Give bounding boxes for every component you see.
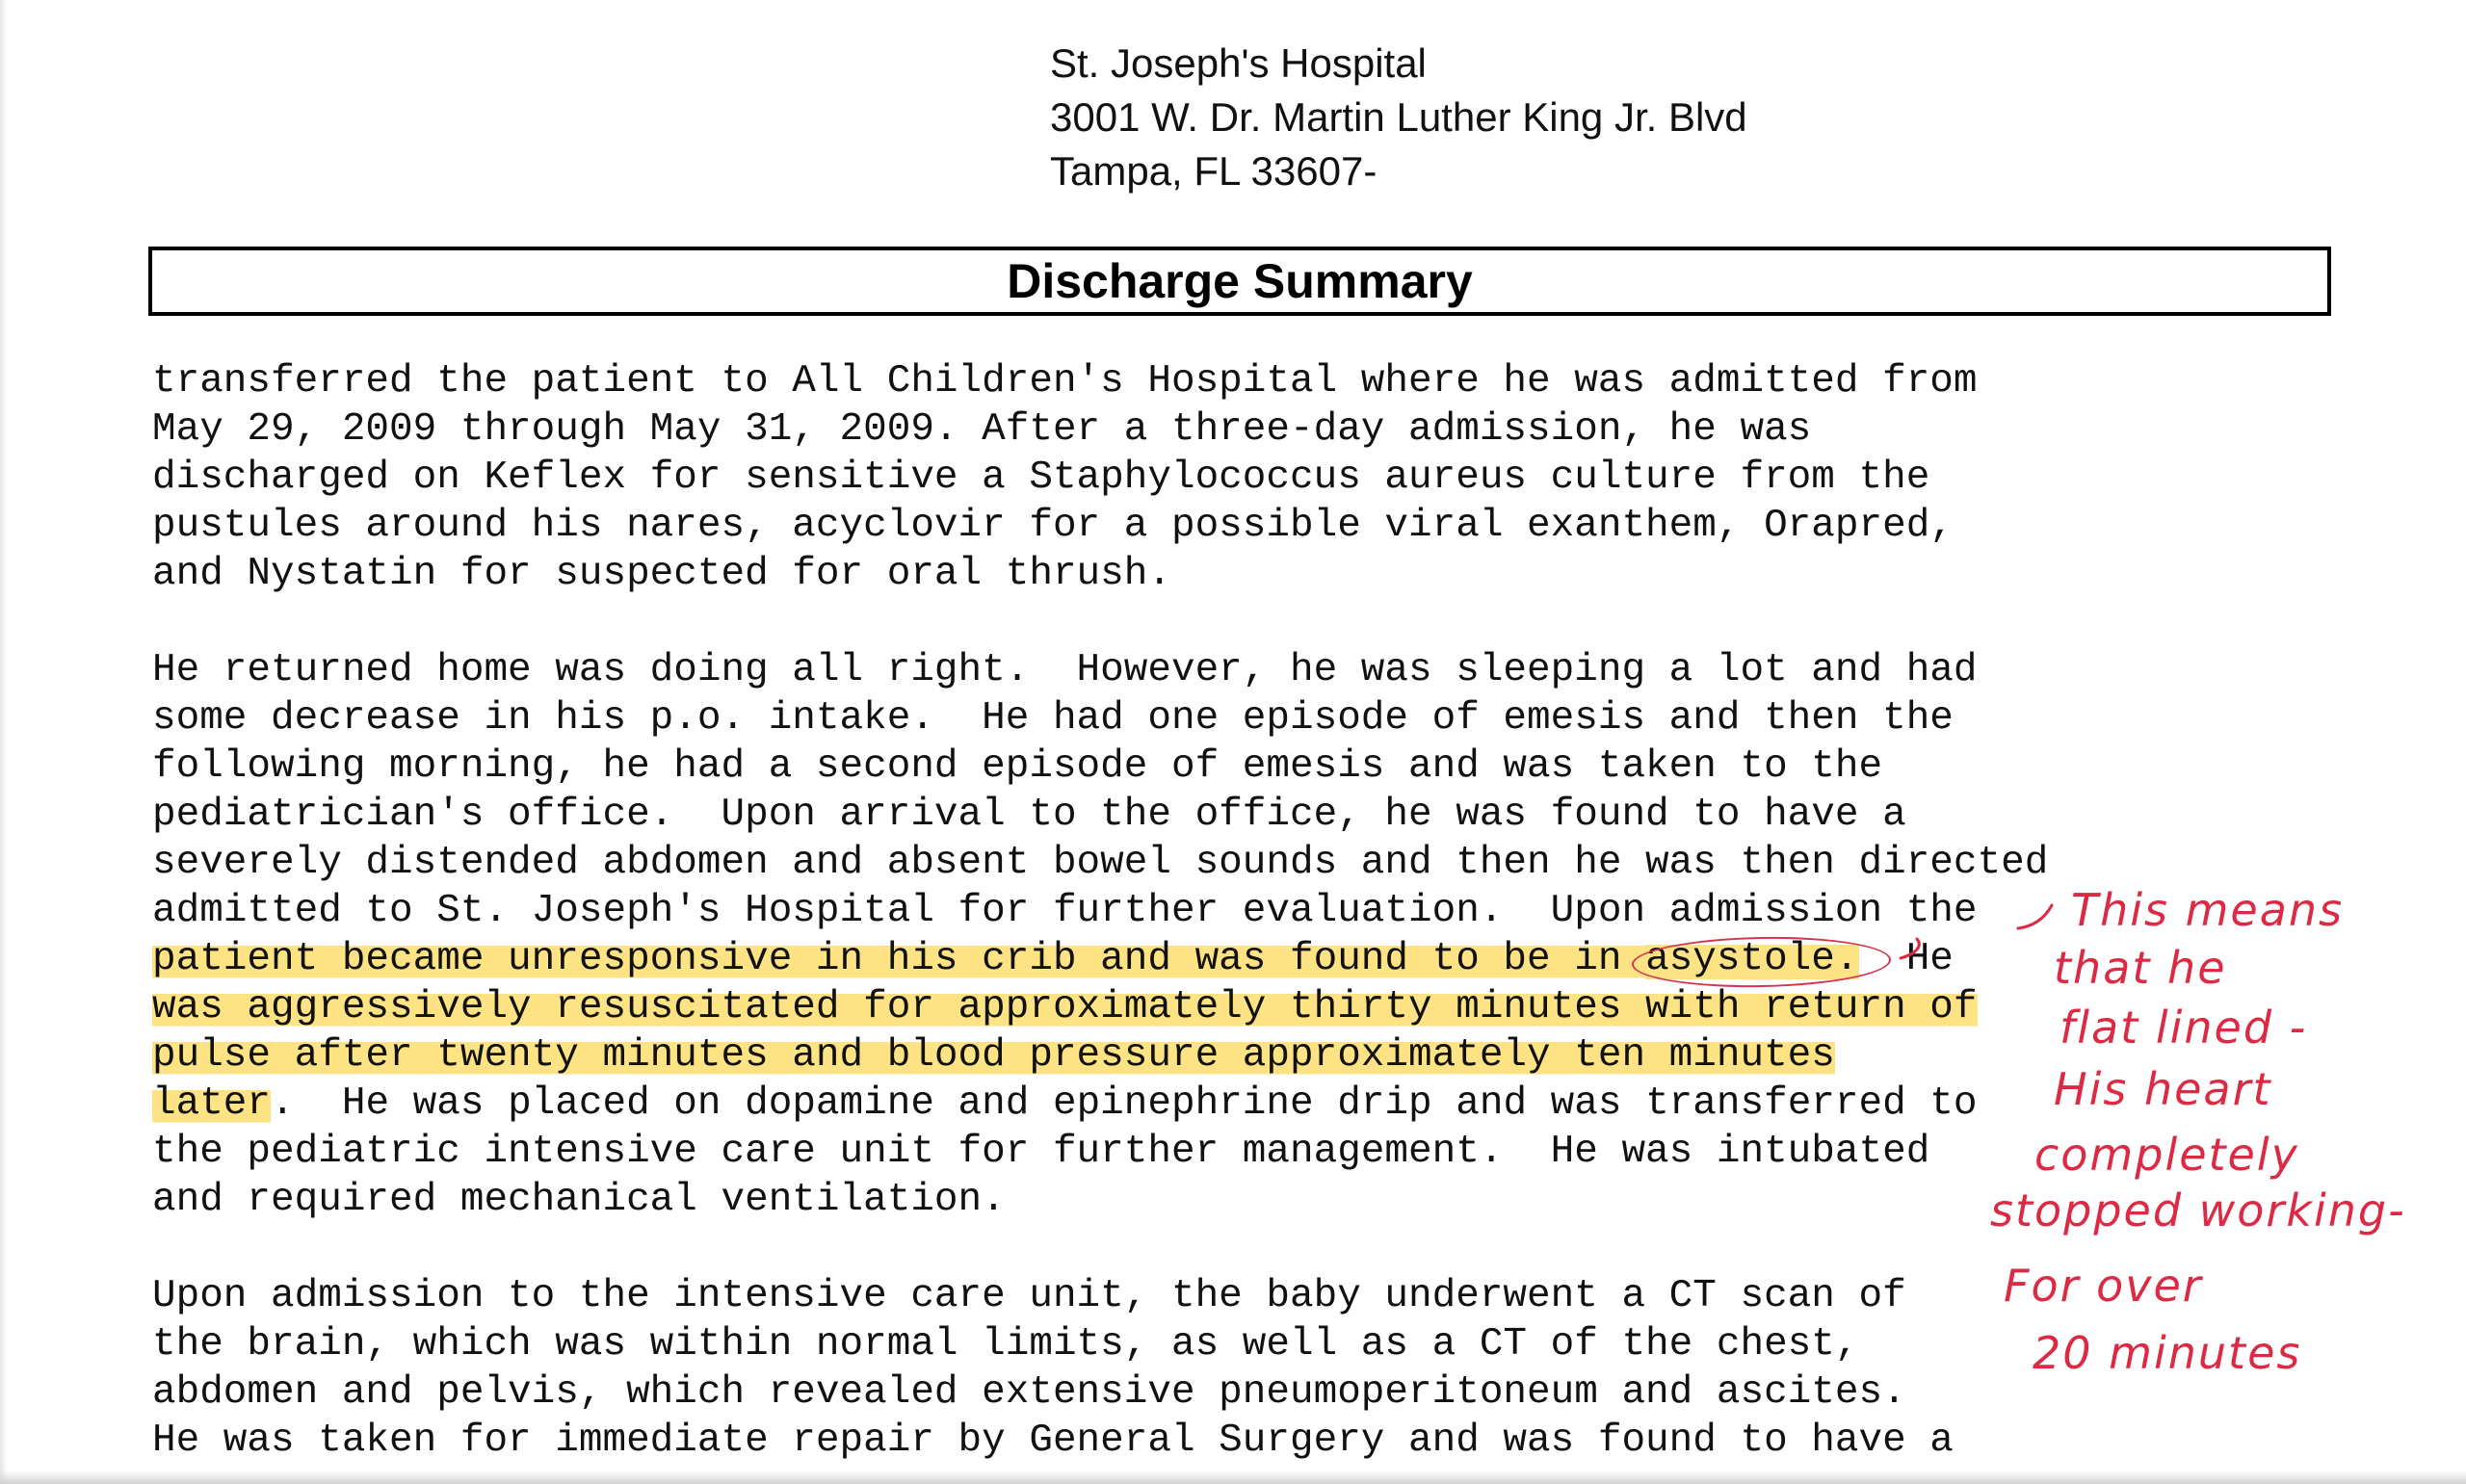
circled-word-text: asystole. <box>1645 937 1859 981</box>
highlighted-text: pulse after twenty minutes and blood pressure approximately ten minutes <box>152 1033 1835 1078</box>
annotation-line-3: flat lined - <box>2059 1002 2308 1054</box>
address-line-name: St. Joseph's Hospital <box>1050 40 1427 86</box>
ink-stroke-from-circle <box>1901 939 1919 958</box>
text-line: and Nystatin for suspected for oral thrush. <box>152 552 1171 596</box>
address-line-city: Tampa, FL 33607- <box>1050 148 1377 194</box>
text-line: He returned home was doing all right. However, he was sleeping a lot and had <box>152 648 1978 692</box>
text-line: and required mechanical ventilation. <box>152 1178 1006 1222</box>
annotation-line-8: 20 minutes <box>2033 1327 2302 1379</box>
highlighted-text: was aggressively resuscitated for approximately thirty minutes with return of <box>152 985 1978 1029</box>
text-line: pustules around his nares, acyclovir for a possible viral exanthem, Orapred, <box>152 504 1954 548</box>
text-line: May 29, 2009 through May 31, 2009. After a three-day admission, he was <box>152 407 1812 452</box>
annotation-line-6: stopped working- <box>1990 1185 2406 1237</box>
page-bottom-edge <box>0 1471 2466 1484</box>
annotation-line-4: His heart <box>2054 1063 2272 1115</box>
text-line: discharged on Keflex for sensitive a Staphylococcus aureus culture from the <box>152 456 1930 500</box>
document-title: Discharge Summary <box>1007 254 1473 308</box>
text-line: He was taken for immediate repair by General Surgery and was found to have a <box>152 1419 1954 1463</box>
text-line: severely distended abdomen and absent bowel sounds and then he was then directed <box>152 841 2049 885</box>
text-line: pediatrician's office. Upon arrival to the office, he was found to have a <box>152 793 1906 837</box>
annotation-line-7: For over <box>2004 1260 2203 1312</box>
text-line: the brain, which was within normal limits, as well as a CT of the chest, <box>152 1322 1859 1367</box>
text-line: some decrease in his p.o. intake. He had one episode of emesis and then the <box>152 696 1954 741</box>
highlighted-text: later <box>152 1081 272 1126</box>
line-rest-text: . He was placed on dopamine and epinephrine drip and was transferred to <box>271 1081 1978 1126</box>
annotation-line-1: This means <box>2071 884 2345 936</box>
text-line: the pediatric intensive care unit for further management. He was intubated <box>152 1130 1930 1174</box>
ink-stroke-from-the <box>2018 905 2052 928</box>
annotation-line-2: that he <box>2054 942 2227 994</box>
text-line: following morning, he had a second episode of emesis and was taken to the <box>152 744 1883 789</box>
text-line: transferred the patient to All Children's Hospital where he was admitted from <box>152 359 1978 404</box>
line-rest-text: He <box>1858 937 1954 981</box>
text-line: abdomen and pelvis, which revealed extensive pneumoperitoneum and ascites. <box>152 1370 1906 1415</box>
address-line-street: 3001 W. Dr. Martin Luther King Jr. Blvd <box>1050 94 1747 140</box>
text-line: admitted to St. Joseph's Hospital for further evaluation. Upon admission the <box>152 889 1978 933</box>
annotation-line-5: completely <box>2034 1129 2299 1181</box>
highlighted-text: patient became unresponsive in his crib and was found to be in <box>152 937 1646 981</box>
text-line: Upon admission to the intensive care unit, the baby underwent a CT scan of <box>152 1274 1906 1318</box>
